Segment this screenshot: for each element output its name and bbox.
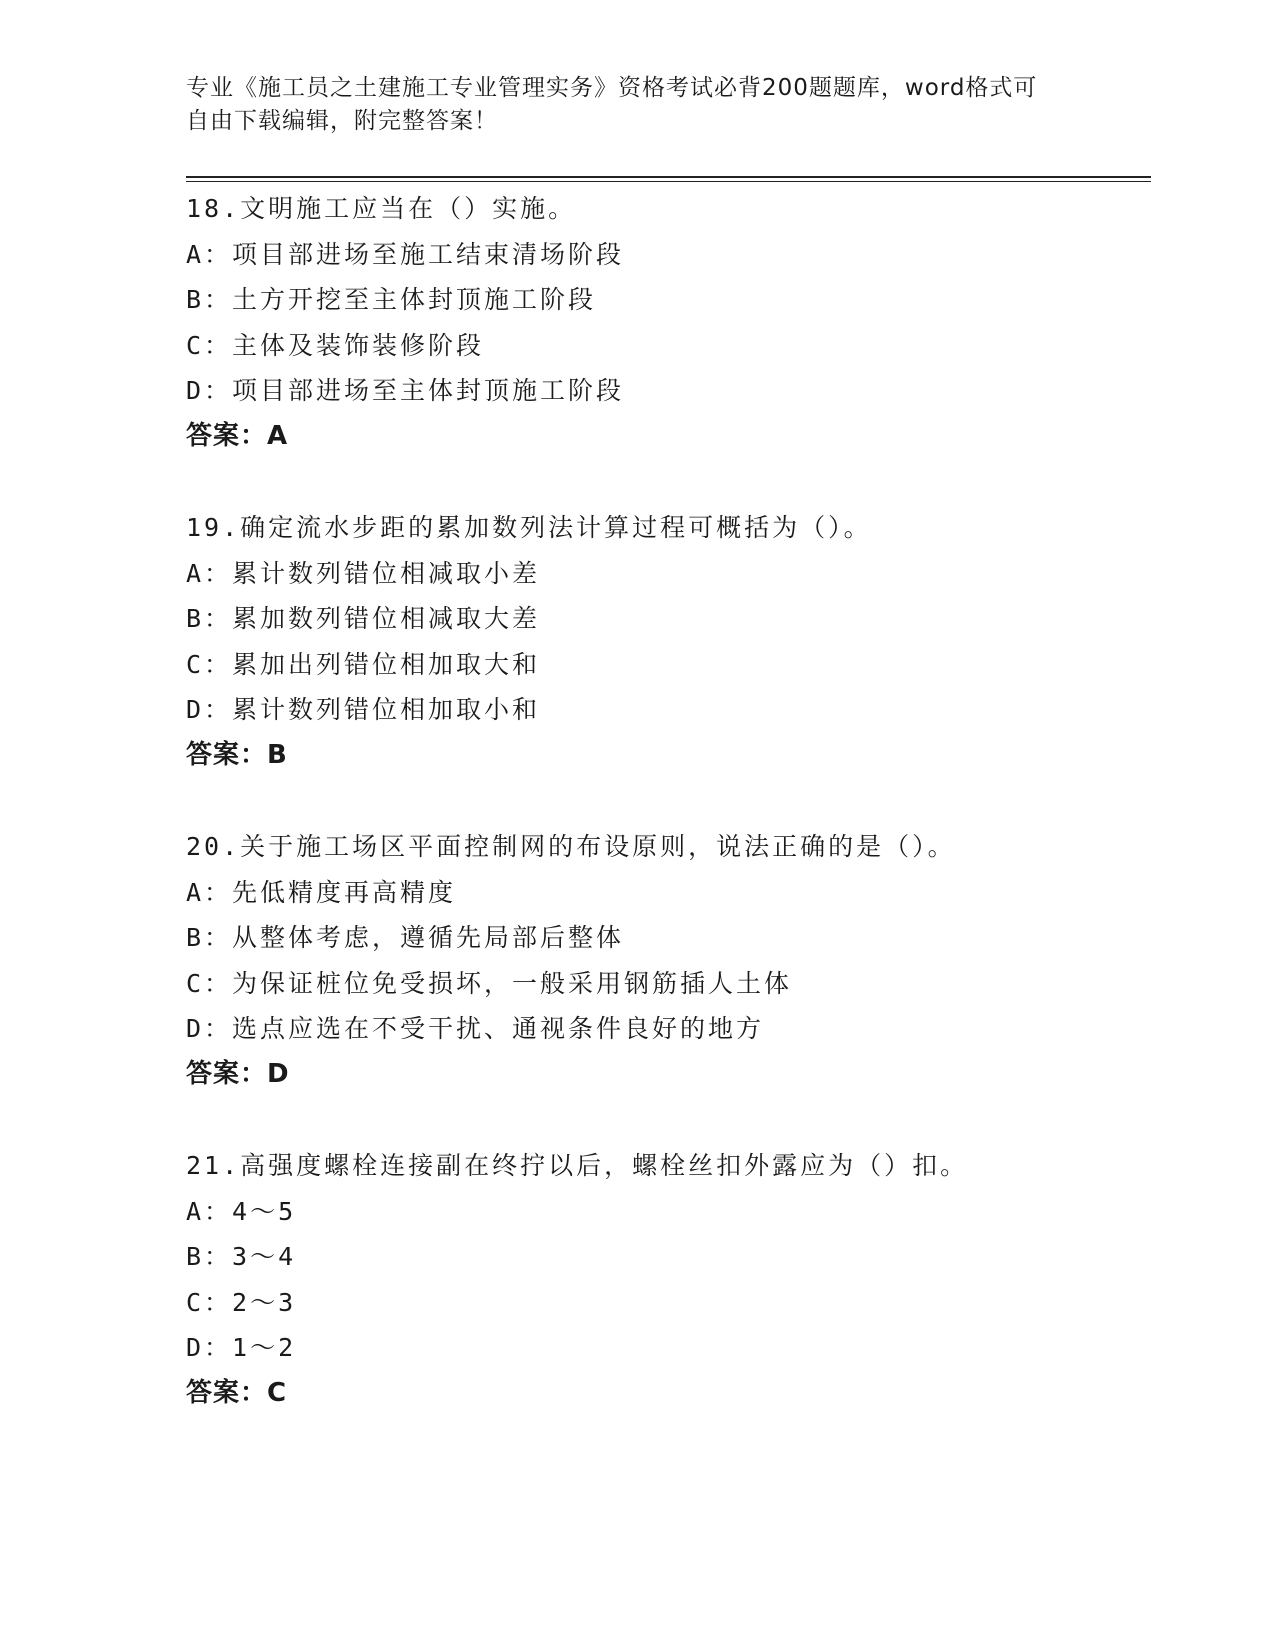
question-stem: 21.高强度螺栓连接副在终拧以后，螺栓丝扣外露应为（）扣。	[186, 1151, 969, 1180]
option-b: B：累加数列错位相减取大差	[186, 604, 541, 633]
document-header	[186, 72, 1086, 138]
option-b: B：土方开挖至主体封顶施工阶段	[186, 285, 597, 314]
question-18	[186, 186, 1146, 459]
question-stem: 20.关于施工场区平面控制网的布设原则，说法正确的是（）。	[186, 832, 956, 861]
answer: 答案：D	[186, 1058, 290, 1089]
option-c: C：累加出列错位相加取大和	[186, 649, 541, 679]
option-a: A：累计数列错位相减取小差	[186, 558, 541, 588]
option-c: C：2～3	[186, 1287, 297, 1317]
question-21	[186, 1143, 1146, 1416]
option-d: D：选点应选在不受干扰、通视条件良好的地方	[186, 1014, 765, 1043]
option-b: B：3～4	[186, 1242, 297, 1271]
option-a: A：先低精度再高精度	[186, 877, 457, 907]
answer: 答案：A	[186, 420, 289, 451]
header-line-2: 自由下载编辑，附完整答案！	[186, 108, 498, 134]
option-c: C：主体及装饰装修阶段	[186, 330, 485, 360]
question-20	[186, 824, 1146, 1097]
option-c: C：为保证桩位免受损坏，一般采用钢筋插人土体	[186, 968, 793, 998]
option-d: D：1～2	[186, 1333, 297, 1362]
header-divider	[186, 176, 1151, 182]
answer: 答案：C	[186, 1377, 288, 1408]
option-d: D：累计数列错位相加取小和	[186, 695, 541, 724]
option-a: A：4～5	[186, 1196, 297, 1226]
answer: 答案：B	[186, 739, 288, 770]
header-line-1: 专业《施工员之土建施工专业管理实务》资格考试必背200题题库，word格式可	[186, 75, 1038, 101]
question-list	[186, 186, 1146, 1462]
question-stem: 18.文明施工应当在（）实施。	[186, 194, 577, 223]
question-19	[186, 505, 1146, 778]
option-b: B：从整体考虑，遵循先局部后整体	[186, 923, 625, 952]
question-stem: 19.确定流水步距的累加数列法计算过程可概括为（）。	[186, 513, 872, 542]
option-a: A：项目部进场至施工结束清场阶段	[186, 239, 625, 269]
option-d: D：项目部进场至主体封顶施工阶段	[186, 376, 625, 405]
